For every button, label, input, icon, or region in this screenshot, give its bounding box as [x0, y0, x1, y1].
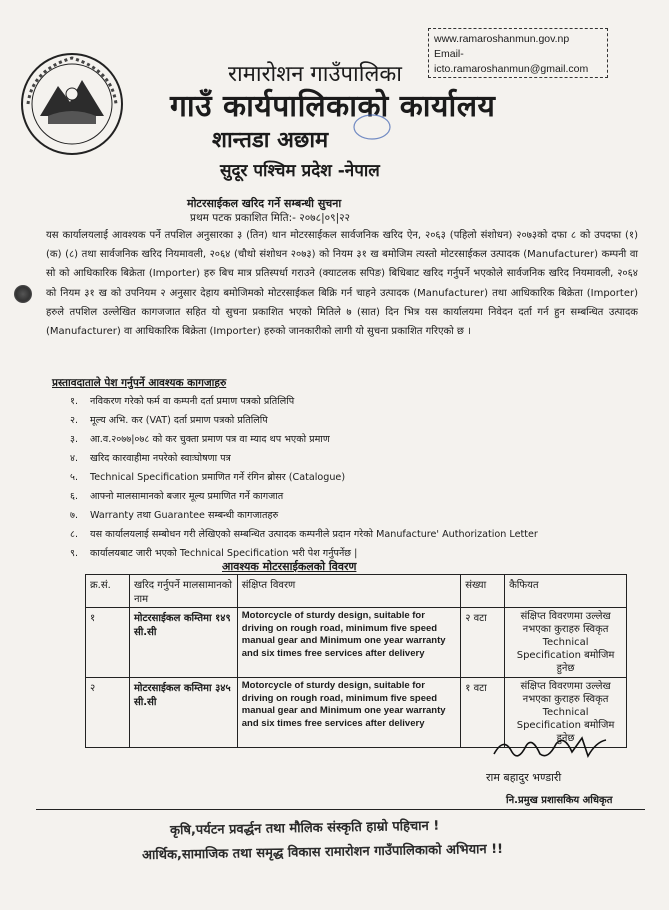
document-item-text: Warranty तथा Guarantee सम्बन्धी कागजातहरु [90, 510, 279, 521]
document-item-text: मूल्य अभि. कर (VAT) दर्ता प्रमाण पत्रको प्रतिलिपि [90, 415, 268, 426]
document-item-number: ६. [70, 491, 79, 502]
row-sn: २ [86, 678, 130, 748]
document-item-text: यस कार्यालयलाई सम्बोधन गरी लेखिएको सम्बन्धित उत्पादक कम्पनीले प्रदान गरेको Manufacture' Authorization Letter [90, 529, 538, 540]
document-item-text: नविकरण गरेको फर्म वा कम्पनी दर्ता प्रमाण पत्रको प्रतिलिपि [90, 396, 295, 407]
document-item-text: खरिद कारवाहीमा नपरेको स्वाःघोषणा पत्र [90, 453, 231, 464]
email-label: Email- [434, 48, 464, 60]
row-sn: १ [86, 608, 130, 678]
table-row [86, 608, 627, 678]
row-spec: Motorcycle of sturdy design, suitable for driving on rough road, minimum five speed manual gear and Minimum one year warranty and six times free services after delivery [237, 608, 460, 678]
document-item-number: ७. [70, 510, 79, 521]
row-remarks: संक्षिप्त विवरणमा उल्लेख नभएका कुराहरु स्विकृत Technical Specification बमोजिम हुनेछ [505, 678, 627, 748]
col-spec: संक्षिप्त विवरण [237, 575, 460, 608]
col-qty: संख्या [461, 575, 505, 608]
document-list-item [70, 468, 645, 487]
province-name: सुदूर पश्चिम प्रदेश -नेपाल [220, 161, 380, 181]
documents-heading: प्रस्तावदाताले पेश गर्नुपर्ने आवश्यक कागजाहरु [52, 377, 227, 389]
district-name: शान्तडा अछाम [212, 128, 329, 153]
signatory-name: राम बहादुर भण्डारी [486, 771, 562, 784]
signatory-title: नि.प्रमुख प्रशासकिय अधिकृत [506, 795, 613, 806]
document-list-item [70, 506, 645, 525]
document-item-number: २. [70, 415, 79, 426]
spec-table [85, 574, 627, 748]
document-list-item [70, 411, 645, 430]
row-remarks: संक्षिप्त विवरणमा उल्लेख नभएका कुराहरु स्विकृत Technical Specification बमोजिम हुनेछ [505, 608, 627, 678]
municipality-name: रामारोशन गाउँपालिका [228, 62, 402, 87]
document-item-text: कार्यालयबाट जारी भएको Technical Specification भरी पेश गर्नुपर्नेछ | [90, 548, 358, 559]
document-list-item [70, 544, 645, 563]
document-item-text: आ.व.२०७७|०७८ को कर चुक्ता प्रमाण पत्र वा म्याद थप भएको प्रमाण [90, 434, 330, 445]
punch-hole [14, 285, 32, 303]
email-link[interactable]: icto.ramaroshanmun@gmail.com [434, 63, 589, 75]
row-qty: २ वटा [461, 608, 505, 678]
document-list-item [70, 449, 645, 468]
col-item: खरिद गर्नुपर्ने मालसामानको नाम [129, 575, 237, 608]
row-item: मोटरसाईकल कम्तिमा १४९ सी.सी [129, 608, 237, 678]
municipality-emblem-icon [18, 50, 126, 158]
notice-body: यस कार्यालयलाई आवश्यक पर्ने तपशिल अनुसारका ३ (तिन) थान मोटरसाईकल सार्वजनिक खरिद ऐन, २०६३ (पहिलो संशोधन) २०७३को दफा ८ को उपदफा (१) (क) (८) तथा सार्वजनिक खरिद नियमावली, २०६४ (चौथो संशोधन २०७३) को नियम ३१ ख बमोजिम त्यस्तो मोटरसाईकल उत्पादक (Manufacturer) कम्पनी वा सो को आधिकारिक बिक्रेता (Importer) हरु बिच मात्र प्रतिस्पर्धा गराउने (क्याटलक सपिङ) बिधिबाट खरिद गर्नुपर्ने भएकोले सार्वजनिक खरिद नियमावली, २०६४ को नियम ३१ ख को उपनियम २ अनुसार देहाय बमोजिमको मोटरसाईकल बिक्रि गर्न चाहने उत्पादक (Manufacturer) तथा आधिकारिक बिक्रेता (Importer) हरुले तपशिल उल्लेखित कागजजात सहित यो सुचना प्रकाशित भएको मितिले ७ (सात) दिन भित्र यस कार्यालयमा निवेदन दर्ता गर्न हुन सम्बन्धित उत्पादक (Manufacturer) वा आधिकारिक बिक्रेता (Importer) हरुको जानकारीको लागी यो सुचना प्रकाशित गरिएको छ । [46, 230, 638, 338]
notice-published-date: प्रथम पटक प्रकाशित मिति:- २०७८|०९|२२ [190, 212, 351, 224]
row-spec: Motorcycle of sturdy design, suitable for driving on rough road, minimum five speed manual gear and Minimum one year warranty and six times free services after delivery [237, 678, 460, 748]
office-stamp-icon [352, 112, 392, 142]
contact-box [428, 28, 608, 78]
document-item-number: ३. [70, 434, 79, 445]
document-item-number: ४. [70, 453, 79, 464]
row-item: मोटरसाईकल कम्तिमा ३४५ सी.सी [129, 678, 237, 748]
col-remarks: कैफियत [505, 575, 627, 608]
document-item-text: Technical Specification प्रमाणित गर्ने रंगिन ब्रोसर (Catalogue) [90, 472, 346, 483]
spec-table-heading: आवश्यक मोटरसाईकलको विवरण [222, 560, 357, 573]
document-list-item [70, 487, 645, 506]
document-list-item [70, 430, 645, 449]
document-item-number: ५. [70, 472, 79, 483]
document-item-number: ९. [70, 548, 79, 559]
col-sn: क्र.सं. [86, 575, 130, 608]
document-list-item [70, 525, 645, 544]
footer-slogan-2: आर्थिक,सामाजिक तथा समृद्ध विकास रामारोशन गाउँपालिकाको अभियान !! [141, 841, 504, 864]
document-list-item [70, 392, 645, 411]
website-link[interactable]: www.ramaroshanmun.gov.np [434, 33, 570, 45]
table-header-row [86, 575, 627, 608]
office-name: गाउँ कार्यपालिकाको कार्यालय [170, 89, 496, 124]
document-item-text: आफ्नो मालसामानको बजार मूल्य प्रमाणित गर्ने कागजात [90, 491, 284, 502]
signature-scribble-icon [490, 732, 610, 764]
notice-title: मोटरसाईकल खरिद गर्ने सम्बन्धी सुचना [187, 197, 342, 210]
documents-list [70, 392, 645, 563]
footer-slogan-1: कृषि,पर्यटन प्रवर्द्धन तथा मौलिक संस्कृति हाम्रो पहिचान ! [169, 818, 440, 839]
document-item-number: ८. [70, 529, 79, 540]
footer-divider [36, 809, 645, 810]
row-qty: १ वटा [461, 678, 505, 748]
document-item-number: १. [70, 396, 79, 407]
